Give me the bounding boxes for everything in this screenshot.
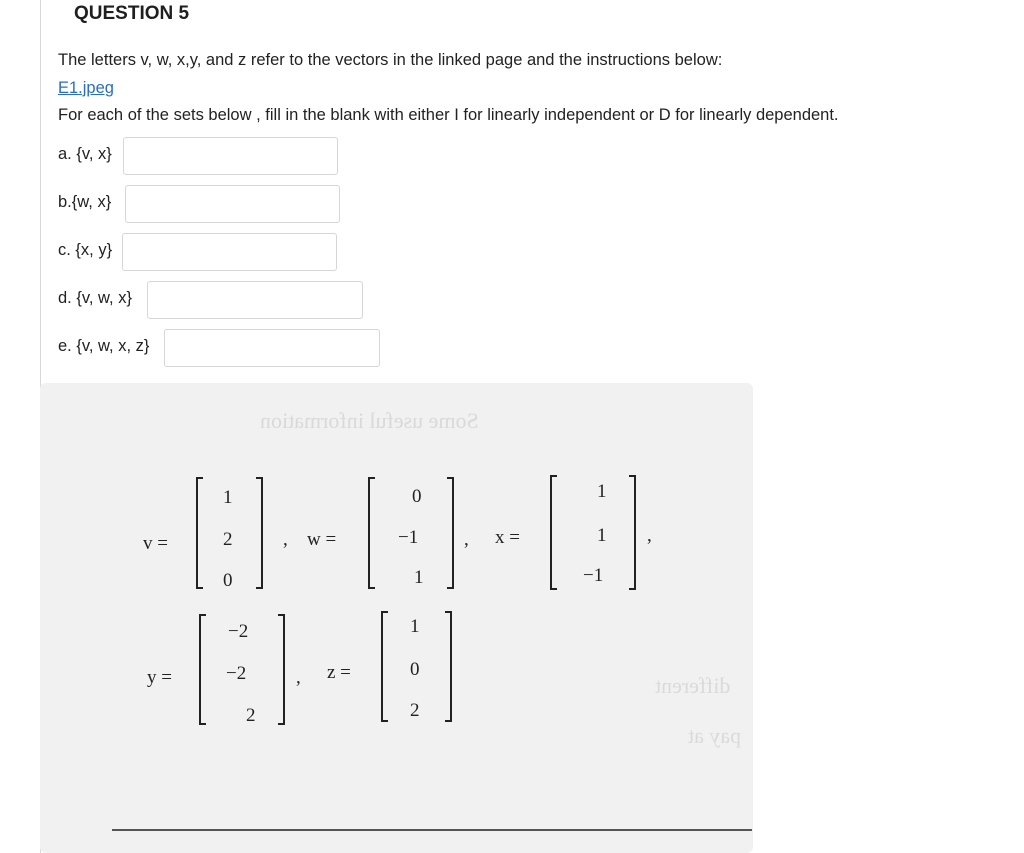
vectors-svg	[40, 383, 753, 853]
vector-w-entry: 1	[414, 567, 424, 588]
item-b-label: b.{w, x}	[58, 193, 112, 211]
vector-v	[143, 478, 288, 591]
vector-z-left-bracket	[382, 612, 388, 721]
vector-x-entry: 1	[597, 481, 607, 502]
vector-y-entry: −2	[226, 663, 247, 684]
separator-comma: ,	[296, 667, 301, 688]
vector-v-entry: 0	[223, 570, 233, 591]
vector-z-entry: 2	[410, 700, 420, 721]
vector-w-entry: 0	[412, 486, 422, 507]
item-a-label: a. {v, x}	[58, 145, 112, 163]
vector-w	[307, 478, 469, 588]
vector-x-name: x =	[495, 527, 520, 548]
vector-z	[327, 612, 451, 721]
vector-x	[495, 476, 652, 589]
vector-y-right-bracket	[278, 615, 284, 724]
vector-x-right-bracket	[629, 476, 635, 589]
image-bottom-rule	[112, 829, 752, 831]
item-c-label: c. {x, y}	[58, 241, 113, 259]
vector-y-entry: −2	[228, 621, 249, 642]
vector-z-right-bracket	[445, 612, 451, 721]
vector-v-right-bracket	[256, 478, 262, 588]
faded-bleedthrough-text-3: pay at	[688, 723, 742, 748]
vector-v-entry: 2	[223, 529, 233, 550]
question-instructions: For each of the sets below , fill in the blank with either I for linearly independent or D for linearly dependent.	[58, 106, 839, 124]
vector-w-name: w =	[307, 529, 337, 550]
question-title: QUESTION 5	[74, 3, 190, 24]
vector-x-left-bracket	[551, 476, 557, 589]
vector-y-entry: 2	[246, 705, 256, 726]
vector-x-entry: 1	[597, 525, 607, 546]
vector-w-right-bracket	[447, 478, 453, 588]
question-intro: The letters v, w, x,y, and z refer to the vectors in the linked page and the instructions below:	[58, 51, 723, 69]
vector-z-name: z =	[327, 662, 351, 683]
item-e-label: e. {v, w, x, z}	[58, 337, 150, 355]
item-d-input[interactable]	[147, 281, 363, 319]
vector-v-entry: 1	[223, 487, 233, 508]
vector-w-entry: −1	[398, 527, 419, 548]
vector-y-name: y =	[147, 667, 172, 688]
vector-v-name: v =	[143, 533, 168, 554]
vector-z-entry: 0	[410, 659, 420, 680]
item-a-input[interactable]	[123, 137, 338, 175]
faded-bleedthrough-text-2: different	[655, 673, 731, 698]
vector-x-entry: −1	[583, 565, 604, 586]
item-e-input[interactable]	[164, 329, 380, 367]
item-c-input[interactable]	[122, 233, 337, 271]
vectors-image	[40, 383, 753, 853]
separator-comma: ,	[464, 529, 469, 550]
vector-y-left-bracket	[200, 615, 206, 724]
item-d-label: d. {v, w, x}	[58, 289, 132, 307]
linked-image-link[interactable]: E1.jpeg	[58, 79, 114, 97]
vector-w-left-bracket	[369, 478, 375, 588]
separator-comma: ,	[647, 525, 652, 546]
vector-v-left-bracket	[197, 478, 203, 588]
separator-comma: ,	[283, 529, 288, 550]
vector-z-entry: 1	[410, 616, 420, 637]
item-b-input[interactable]	[125, 185, 340, 223]
vector-y	[147, 615, 301, 726]
faded-bleedthrough-text: Some useful information	[260, 408, 479, 433]
